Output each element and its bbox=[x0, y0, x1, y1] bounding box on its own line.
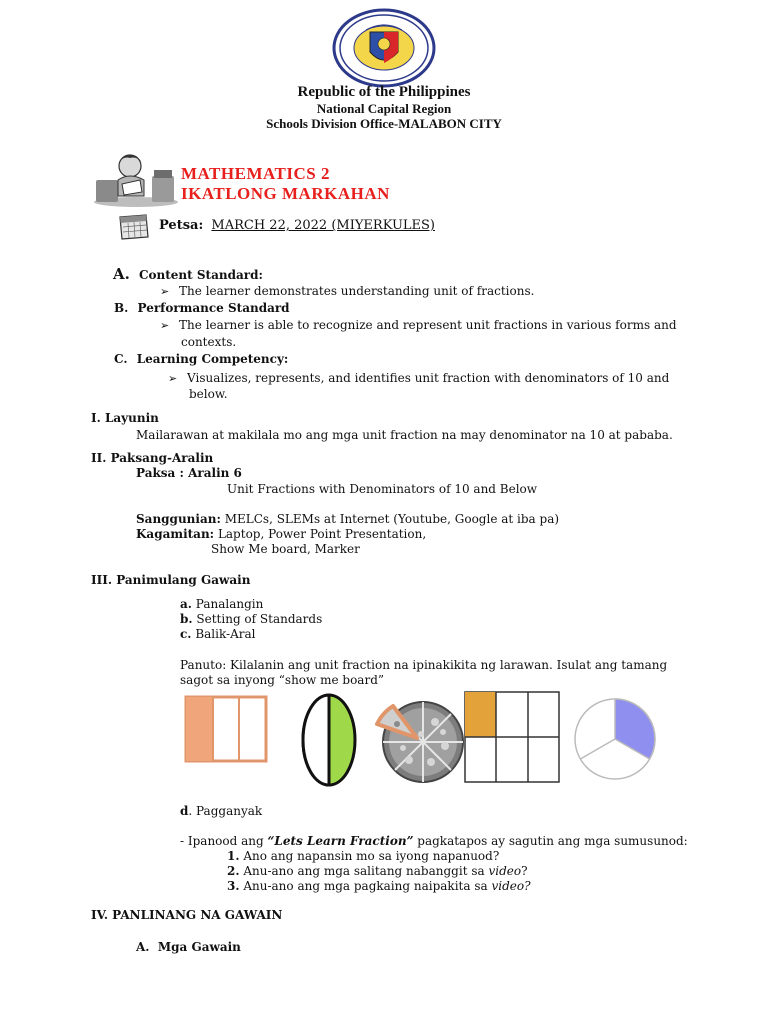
section-paksa-title: II. Paksang-Aralin bbox=[91, 451, 214, 465]
question-3 bbox=[227, 879, 531, 893]
arrow-bullet-icon: ➢ bbox=[168, 372, 178, 385]
standard-c-marker: C. bbox=[114, 352, 128, 366]
activity-b bbox=[180, 612, 322, 626]
fraction-rectangle-thirds bbox=[183, 694, 269, 764]
date-line bbox=[159, 218, 435, 233]
ipanood-post: pagkatapos ay sagutin ang mga sumusunod: bbox=[413, 834, 688, 848]
quarter-title: IKATLONG MARKAHAN bbox=[181, 184, 390, 203]
mga-gawain-heading: A. Mga Gawain bbox=[136, 940, 241, 954]
activity-a-text: Panalangin bbox=[195, 597, 264, 611]
activity-b-marker: b. bbox=[180, 612, 193, 626]
question-1-number: 1. bbox=[227, 849, 240, 863]
question-2-text: Anu-ano ang mga salitang nabanggit sa bbox=[239, 864, 489, 878]
fraction-circle-halves bbox=[300, 692, 358, 788]
standard-b-heading bbox=[114, 301, 290, 315]
sanggunian-value: MELCs, SLEMs at Internet (Youtube, Google at iba pa) bbox=[224, 512, 560, 526]
question-1-text: Ano ang napansin mo sa iyong napanuod? bbox=[239, 849, 500, 863]
activity-d-text: . Pagganyak bbox=[188, 804, 263, 818]
section-layunin-body: Mailarawan at makilala mo ang mga unit fraction na may denominator na 10 at pababa. bbox=[136, 428, 673, 442]
sanggunian-label: Sanggunian: bbox=[136, 512, 221, 526]
fraction-pizza-eighths bbox=[373, 696, 465, 788]
standard-c-title: Learning Competency: bbox=[136, 352, 289, 366]
division-heading: Schools Division Office-MALABON CITY bbox=[266, 116, 502, 131]
standard-c-item-line1: Visualizes, represents, and identifies unit fraction with denominators of 10 and bbox=[187, 371, 670, 385]
activity-c-marker: c. bbox=[180, 627, 192, 641]
panuto-line-1: Panuto: Kilalanin ang unit fraction na ipinakikita ng larawan. Isulat ang tamang bbox=[180, 658, 668, 672]
fraction-grid-sixths bbox=[463, 690, 561, 784]
standard-c-heading bbox=[114, 352, 288, 366]
sanggunian-line bbox=[136, 512, 559, 526]
kagamitan-label: Kagamitan: bbox=[136, 527, 215, 541]
standard-c-item-line2: below. bbox=[189, 387, 228, 401]
standard-b-marker: B. bbox=[114, 301, 129, 315]
region-heading: National Capital Region bbox=[316, 101, 452, 116]
activity-d bbox=[180, 804, 262, 818]
kagamitan-value: Laptop, Power Point Presentation, bbox=[217, 527, 427, 541]
question-2 bbox=[227, 864, 528, 878]
republic-heading: Republic of the Philippines bbox=[297, 84, 471, 100]
ipanood-pre: - Ipanood ang bbox=[180, 834, 268, 848]
subject-title: MATHEMATICS 2 bbox=[181, 164, 330, 183]
activity-c bbox=[180, 627, 255, 641]
standard-a-title: Content Standard: bbox=[138, 268, 263, 282]
standard-b-item-line2: contexts. bbox=[181, 335, 237, 349]
question-3-em: video? bbox=[491, 879, 531, 893]
question-2-number: 2. bbox=[227, 864, 240, 878]
activity-c-text: Balik-Aral bbox=[195, 627, 256, 641]
section-panlinang-title: IV. PANLINANG NA GAWAIN bbox=[91, 908, 283, 922]
standard-b-title: Performance Standard bbox=[137, 301, 290, 315]
section-layunin-title: I. Layunin bbox=[91, 411, 159, 425]
standard-a-item bbox=[160, 284, 534, 298]
fraction-pie-thirds bbox=[572, 694, 658, 784]
deped-seal-logo bbox=[326, 8, 442, 88]
standard-b-item bbox=[160, 318, 677, 332]
kagamitan-line bbox=[136, 527, 426, 541]
question-2-end: ? bbox=[521, 864, 528, 878]
question-1 bbox=[227, 849, 499, 863]
activity-a-marker: a. bbox=[180, 597, 192, 611]
paksa-label: Paksa : Aralin 6 bbox=[136, 466, 242, 480]
child-reading-illustration bbox=[92, 150, 180, 208]
standard-b-item-line1: The learner is able to recognize and represent unit fractions in various forms and bbox=[179, 318, 677, 332]
activity-a bbox=[180, 597, 263, 611]
calendar-icon bbox=[116, 213, 150, 241]
section-panimula-title: III. Panimulang Gawain bbox=[91, 573, 251, 587]
ipanood-line bbox=[180, 834, 688, 848]
panuto-line-2: sagot sa inyong “show me board” bbox=[180, 673, 385, 687]
date-label: Petsa: bbox=[159, 218, 204, 233]
paksa-value: Unit Fractions with Denominators of 10 and Below bbox=[227, 482, 538, 496]
video-title: “Lets Learn Fraction” bbox=[267, 834, 414, 848]
activity-b-text: Setting of Standards bbox=[196, 612, 323, 626]
standard-c-item bbox=[168, 371, 669, 385]
arrow-bullet-icon: ➢ bbox=[160, 285, 170, 298]
activity-d-marker: d bbox=[180, 804, 189, 818]
standard-a-marker: A. bbox=[113, 265, 130, 283]
kagamitan-value-2: Show Me board, Marker bbox=[211, 542, 360, 556]
question-3-text: Anu-ano ang mga pagkaing naipakita sa bbox=[239, 879, 492, 893]
standard-a-item-text: The learner demonstrates understanding unit of fractions. bbox=[179, 284, 535, 298]
standard-a-heading bbox=[113, 264, 263, 283]
question-2-em: video bbox=[488, 864, 522, 878]
date-value: MARCH 22, 2022 (MIYERKULES) bbox=[211, 218, 435, 233]
arrow-bullet-icon: ➢ bbox=[160, 319, 170, 332]
question-3-number: 3. bbox=[227, 879, 240, 893]
